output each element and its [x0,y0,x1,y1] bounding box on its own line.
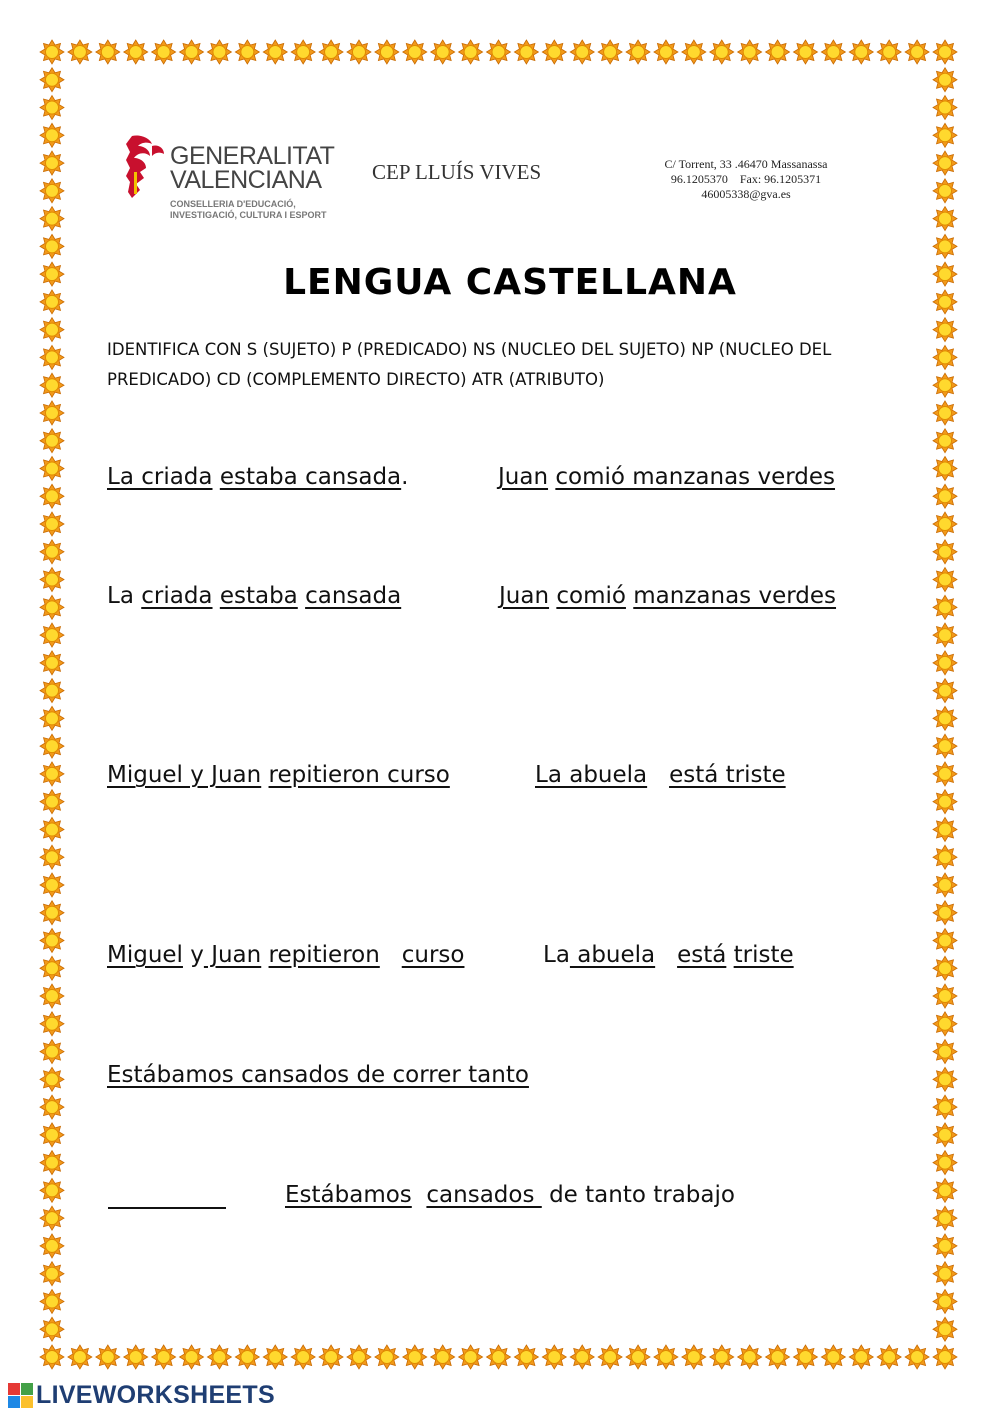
subject-segment[interactable]: La criada [107,464,213,490]
sun-icon [570,1345,594,1369]
sun-icon [40,1095,64,1119]
sun-icon [347,40,371,64]
sun-icon [570,40,594,64]
word-segment[interactable]: Miguel [107,942,183,968]
subject-segment[interactable]: Miguel y Juan [107,762,262,788]
sun-icon [40,873,64,897]
sun-icon [682,40,706,64]
sun-icon [933,1095,957,1119]
predicate-segment[interactable]: repitieron curso [268,762,450,788]
sun-icon [40,151,64,175]
sun-icon [459,1345,483,1369]
sun-icon [152,40,176,64]
sun-icon [207,1345,231,1369]
sun-icon [821,1345,845,1369]
sun-icon [933,179,957,203]
sun-icon [933,1123,957,1147]
word-segment[interactable]: estaba [219,583,298,609]
sun-icon [933,1151,957,1175]
sun-icon [40,623,64,647]
sun-icon [40,1012,64,1036]
predicate-segment[interactable]: estaba cansada [219,464,402,490]
sun-icon [96,40,120,64]
sentence-period: . [401,464,409,490]
sun-icon [933,762,957,786]
instructions: IDENTIFICA CON S (SUJETO) P (PREDICADO) NS (NUCLEO DEL SUJETO) NP (NUCLEO DEL PREDICADO) CD (COMPLEMENTO DIRECTO) ATR (ATRIBUTO) [107,340,832,389]
sun-icon [40,1206,64,1230]
address-line1: C/ Torrent, 33 .46470 Massanassa [664,157,828,171]
word-segment: y [182,942,204,968]
sun-icon [849,1345,873,1369]
sun-icon [933,1067,957,1091]
sun-icon [933,706,957,730]
sun-icon [933,873,957,897]
sun-icon [40,651,64,675]
word-segment[interactable]: curso [401,942,465,968]
sun-icon [766,40,790,64]
brand-name: LIVEWORKSHEETS [36,1381,275,1409]
word-segment[interactable]: comió [556,583,626,609]
sun-icon [933,512,957,536]
sun-icon [40,96,64,120]
sun-icon [933,595,957,619]
word-segment: de tanto trabajo [549,1182,735,1208]
sun-icon [738,40,762,64]
sun-icon [933,1040,957,1064]
word-segment[interactable]: Juan [203,942,262,968]
liveworksheets-logo-icon [8,1383,34,1409]
sun-icon [375,1345,399,1369]
org-name-line2: VALENCIANA [170,166,322,194]
word-segment[interactable]: criada [141,583,213,609]
blank-answer-line[interactable] [108,1207,226,1209]
sun-icon [403,1345,427,1369]
sun-icon [905,40,929,64]
word-segment[interactable]: abuela [569,942,656,968]
sentence-abuela-split [535,761,786,789]
sun-icon [40,40,64,64]
sun-icon [40,345,64,369]
word-segment[interactable]: triste [733,942,794,968]
sun-icon [40,68,64,92]
sun-icon [263,40,287,64]
sun-icon [347,1345,371,1369]
sentence-segment[interactable]: Estábamos cansados de correr tanto [107,1062,529,1088]
sentence-criada-split [107,463,408,491]
sun-icon [933,1012,957,1036]
word-segment[interactable]: Juan [499,583,550,609]
sentence-trabajo-words [285,1181,735,1209]
sun-icon [40,540,64,564]
sun-icon [40,901,64,925]
sun-icon [263,1345,287,1369]
sun-icon [40,123,64,147]
sun-icon [626,1345,650,1369]
sun-icon [375,40,399,64]
sun-icon [40,956,64,980]
sun-icon [40,1067,64,1091]
sun-icon [40,734,64,758]
subject-segment[interactable]: Juan [498,464,549,490]
sun-icon [542,40,566,64]
word-segment: La [107,583,142,609]
sun-icon [933,123,957,147]
word-segment[interactable]: Estábamos [285,1182,412,1208]
sun-icon [626,40,650,64]
sun-icon [933,1289,957,1313]
sun-icon [96,1345,120,1369]
sun-icon [933,734,957,758]
sun-icon [487,1345,511,1369]
sun-icon [933,1262,957,1286]
sun-icon [180,1345,204,1369]
sun-icon [877,40,901,64]
sun-icon [40,1040,64,1064]
sun-icon [40,512,64,536]
address-line3: 46005338@gva.es [701,187,791,201]
sun-icon [933,207,957,231]
sun-icon [40,762,64,786]
sun-icon [291,1345,315,1369]
sun-icon [40,790,64,814]
sun-icon [40,679,64,703]
sun-icon [40,706,64,730]
sun-icon [933,1178,957,1202]
sun-icon [124,40,148,64]
sun-icon [849,40,873,64]
sun-icon [933,679,957,703]
sun-icon [40,595,64,619]
sentence-miguel-split [107,761,450,789]
sun-icon [40,429,64,453]
sun-icon [542,1345,566,1369]
sun-icon [40,1234,64,1258]
sun-icon [933,790,957,814]
sun-icon [738,1345,762,1369]
sun-icon [933,984,957,1008]
org-name-line1: GENERALITAT [170,142,335,170]
sun-icon [933,651,957,675]
sun-icon [40,456,64,480]
sun-icon [933,68,957,92]
sun-icon [710,1345,734,1369]
sun-icon [235,1345,259,1369]
org-department [170,199,340,221]
sun-icon [933,568,957,592]
sun-icon [40,318,64,342]
sun-icon [933,96,957,120]
sun-icon [319,40,343,64]
sun-icon [40,817,64,841]
sun-icon [793,40,817,64]
sun-icon [933,1345,957,1369]
sun-icon [933,40,957,64]
word-segment: La [543,942,570,968]
sun-icon [933,1317,957,1341]
word-segment[interactable]: cansados [426,1182,542,1208]
sun-icon [514,1345,538,1369]
sun-icon [487,40,511,64]
school-address [640,157,852,202]
sun-icon [152,1345,176,1369]
sun-icon [821,40,845,64]
sun-icon [40,1317,64,1341]
sun-icon [40,207,64,231]
sun-icon [933,1234,957,1258]
sun-icon [40,484,64,508]
sun-icon [933,817,957,841]
sun-icon [40,1345,64,1369]
sun-icon [766,1345,790,1369]
org-department-line2: INVESTIGACIÓ, CULTURA I ESPORT [170,210,327,220]
sun-icon [180,40,204,64]
sun-icon [598,1345,622,1369]
sun-icon [68,1345,92,1369]
sun-icon [654,40,678,64]
sun-icon [933,1206,957,1230]
sun-icon [877,1345,901,1369]
sun-icon [40,984,64,1008]
sun-icon [933,429,957,453]
word-segment[interactable]: repitieron [268,942,380,968]
sun-icon [933,540,957,564]
sun-icon [40,234,64,258]
sun-icon [40,845,64,869]
sentence-miguel-words [107,941,464,969]
sun-icon [40,929,64,953]
page-title: LENGUA CASTELLANA [283,262,737,303]
sun-icon [933,901,957,925]
sun-icon [68,40,92,64]
sentence-juan-split [498,463,835,491]
sun-icon [459,40,483,64]
address-line2: 96.1205370 Fax: 96.1205371 [670,172,822,186]
sun-icon [291,40,315,64]
sun-icon [933,373,957,397]
predicate-segment[interactable]: comió manzanas verdes [555,464,836,490]
sun-icon [431,1345,455,1369]
sun-icon [319,1345,343,1369]
sun-icon [124,1345,148,1369]
org-department-line1: CONSELLERIA D'EDUCACIÓ, [170,199,296,209]
word-segment[interactable]: cansada [305,583,402,609]
sun-icon [40,568,64,592]
sun-icon [40,401,64,425]
word-segment[interactable]: manzanas verdes [633,583,837,609]
sun-icon [905,1345,929,1369]
sun-icon [933,929,957,953]
generalitat-logo-icon [122,132,166,200]
sun-icon [431,40,455,64]
sun-icon [40,1151,64,1175]
sun-icon [933,345,957,369]
sun-icon [40,1123,64,1147]
sun-icon [514,40,538,64]
sun-icon [682,1345,706,1369]
sun-icon [40,1178,64,1202]
sun-icon [40,373,64,397]
sun-icon [933,318,957,342]
sun-icon [235,40,259,64]
sun-icon [207,40,231,64]
sun-icon [40,1289,64,1313]
sun-icon [933,484,957,508]
sentence-correr [107,1061,529,1089]
sun-icon [710,40,734,64]
school-name: CEP LLUÍS VIVES [372,160,542,184]
sun-icon [793,1345,817,1369]
sun-icon [933,234,957,258]
sentence-abuela-words [543,941,794,969]
sun-icon [933,845,957,869]
sun-icon [933,456,957,480]
predicate-segment[interactable]: está triste [669,762,786,788]
sun-icon [933,623,957,647]
sun-icon [933,151,957,175]
sun-icon [403,40,427,64]
sun-icon [598,40,622,64]
subject-segment[interactable]: La abuela [535,762,648,788]
sun-icon [933,956,957,980]
sun-icon [933,401,957,425]
sentence-criada-words [107,582,401,610]
sun-icon [40,179,64,203]
sun-icon [654,1345,678,1369]
sun-icon [40,1262,64,1286]
word-segment[interactable]: está [677,942,727,968]
sentence-juan-words [499,582,836,610]
